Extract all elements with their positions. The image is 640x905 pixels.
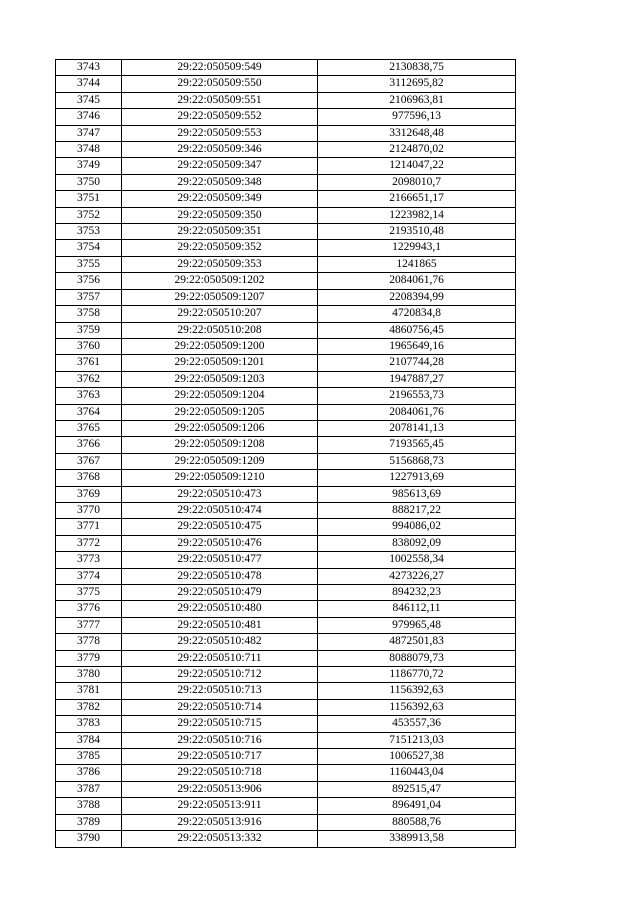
row-number-cell: 3765 (56, 420, 122, 436)
value-cell: 977596,13 (318, 109, 516, 125)
table-row (56, 568, 516, 584)
table-row (56, 535, 516, 551)
cadastral-number-cell: 29:22:050509:552 (122, 109, 318, 125)
row-number-cell: 3776 (56, 601, 122, 617)
value-cell: 1160443,04 (318, 765, 516, 781)
row-number-cell: 3788 (56, 798, 122, 814)
cadastral-number-cell: 29:22:050510:475 (122, 519, 318, 535)
value-cell: 979965,48 (318, 617, 516, 633)
cadastral-number-cell: 29:22:050509:550 (122, 76, 318, 92)
table-row (56, 683, 516, 699)
cadastral-number-cell: 29:22:050509:1202 (122, 273, 318, 289)
cadastral-number-cell: 29:22:050509:1200 (122, 338, 318, 354)
table-row (56, 92, 516, 108)
table-body (56, 60, 516, 848)
value-cell: 3312648,48 (318, 125, 516, 141)
cadastral-number-cell: 29:22:050510:718 (122, 765, 318, 781)
row-number-cell: 3785 (56, 749, 122, 765)
row-number-cell: 3781 (56, 683, 122, 699)
table-row (56, 207, 516, 223)
table-row (56, 781, 516, 797)
cadastral-number-cell: 29:22:050510:713 (122, 683, 318, 699)
table-row (56, 634, 516, 650)
row-number-cell: 3758 (56, 306, 122, 322)
cadastral-number-cell: 29:22:050510:479 (122, 585, 318, 601)
row-number-cell: 3787 (56, 781, 122, 797)
table-row (56, 437, 516, 453)
cadastral-number-cell: 29:22:050509:350 (122, 207, 318, 223)
value-cell: 2166651,17 (318, 191, 516, 207)
row-number-cell: 3761 (56, 355, 122, 371)
table-row (56, 240, 516, 256)
row-number-cell: 3753 (56, 224, 122, 240)
table-row (56, 355, 516, 371)
value-cell: 2078141,13 (318, 420, 516, 436)
cadastral-number-cell: 29:22:050510:474 (122, 502, 318, 518)
cadastral-number-cell: 29:22:050509:353 (122, 256, 318, 272)
row-number-cell: 3754 (56, 240, 122, 256)
table-row (56, 519, 516, 535)
cadastral-number-cell: 29:22:050510:716 (122, 732, 318, 748)
cadastral-number-cell: 29:22:050509:553 (122, 125, 318, 141)
row-number-cell: 3760 (56, 338, 122, 354)
table-row (56, 142, 516, 158)
value-cell: 453557,36 (318, 716, 516, 732)
value-cell: 2130838,75 (318, 60, 516, 76)
table-row (56, 174, 516, 190)
table-row (56, 191, 516, 207)
value-cell: 1006527,38 (318, 749, 516, 765)
table-row (56, 420, 516, 436)
value-cell: 1227913,69 (318, 470, 516, 486)
value-cell: 880588,76 (318, 814, 516, 830)
table-row (56, 585, 516, 601)
cadastral-number-cell: 29:22:050509:551 (122, 92, 318, 108)
value-cell: 896491,04 (318, 798, 516, 814)
value-cell: 4872501,83 (318, 634, 516, 650)
cadastral-number-cell: 29:22:050510:711 (122, 650, 318, 666)
value-cell: 888217,22 (318, 502, 516, 518)
value-cell: 892515,47 (318, 781, 516, 797)
table-row (56, 831, 516, 847)
cadastral-number-cell: 29:22:050509:349 (122, 191, 318, 207)
cadastral-number-cell: 29:22:050510:712 (122, 667, 318, 683)
value-cell: 2084061,76 (318, 404, 516, 420)
row-number-cell: 3774 (56, 568, 122, 584)
table-row (56, 765, 516, 781)
cadastral-number-cell: 29:22:050510:481 (122, 617, 318, 633)
cadastral-number-cell: 29:22:050510:476 (122, 535, 318, 551)
cadastral-number-cell: 29:22:050509:1207 (122, 289, 318, 305)
cadastral-value-table (55, 59, 516, 848)
row-number-cell: 3786 (56, 765, 122, 781)
table-row (56, 289, 516, 305)
row-number-cell: 3750 (56, 174, 122, 190)
cadastral-number-cell: 29:22:050509:1209 (122, 453, 318, 469)
value-cell: 4273226,27 (318, 568, 516, 584)
value-cell: 2106963,81 (318, 92, 516, 108)
cadastral-number-cell: 29:22:050510:477 (122, 552, 318, 568)
table-row (56, 699, 516, 715)
cadastral-number-cell: 29:22:050509:1201 (122, 355, 318, 371)
value-cell: 838092,09 (318, 535, 516, 551)
value-cell: 2196553,73 (318, 388, 516, 404)
value-cell: 3112695,82 (318, 76, 516, 92)
value-cell: 4720834,8 (318, 306, 516, 322)
value-cell: 1947887,27 (318, 371, 516, 387)
value-cell: 1156392,63 (318, 699, 516, 715)
value-cell: 1229943,1 (318, 240, 516, 256)
table-row (56, 716, 516, 732)
row-number-cell: 3752 (56, 207, 122, 223)
value-cell: 1965649,16 (318, 338, 516, 354)
value-cell: 985613,69 (318, 486, 516, 502)
table-row (56, 60, 516, 76)
value-cell: 1186770,72 (318, 667, 516, 683)
cadastral-number-cell: 29:22:050510:482 (122, 634, 318, 650)
cadastral-number-cell: 29:22:050510:480 (122, 601, 318, 617)
table-row (56, 306, 516, 322)
table-row (56, 732, 516, 748)
cadastral-number-cell: 29:22:050509:1210 (122, 470, 318, 486)
row-number-cell: 3779 (56, 650, 122, 666)
row-number-cell: 3789 (56, 814, 122, 830)
row-number-cell: 3762 (56, 371, 122, 387)
cadastral-number-cell: 29:22:050509:352 (122, 240, 318, 256)
row-number-cell: 3749 (56, 158, 122, 174)
cadastral-number-cell: 29:22:050510:717 (122, 749, 318, 765)
value-cell: 8088079,73 (318, 650, 516, 666)
table-row (56, 158, 516, 174)
value-cell: 2084061,76 (318, 273, 516, 289)
value-cell: 846112,11 (318, 601, 516, 617)
row-number-cell: 3763 (56, 388, 122, 404)
cadastral-number-cell: 29:22:050513:332 (122, 831, 318, 847)
table-row (56, 388, 516, 404)
value-cell: 2107744,28 (318, 355, 516, 371)
row-number-cell: 3748 (56, 142, 122, 158)
table-row (56, 798, 516, 814)
cadastral-number-cell: 29:22:050509:347 (122, 158, 318, 174)
cadastral-number-cell: 29:22:050509:348 (122, 174, 318, 190)
row-number-cell: 3790 (56, 831, 122, 847)
row-number-cell: 3783 (56, 716, 122, 732)
value-cell: 7151213,03 (318, 732, 516, 748)
cadastral-number-cell: 29:22:050513:916 (122, 814, 318, 830)
row-number-cell: 3746 (56, 109, 122, 125)
cadastral-number-cell: 29:22:050510:478 (122, 568, 318, 584)
value-cell: 894232,23 (318, 585, 516, 601)
row-number-cell: 3770 (56, 502, 122, 518)
row-number-cell: 3768 (56, 470, 122, 486)
cadastral-number-cell: 29:22:050513:906 (122, 781, 318, 797)
row-number-cell: 3784 (56, 732, 122, 748)
cadastral-number-cell: 29:22:050509:549 (122, 60, 318, 76)
table-row (56, 273, 516, 289)
row-number-cell: 3755 (56, 256, 122, 272)
cadastral-number-cell: 29:22:050509:1205 (122, 404, 318, 420)
cadastral-number-cell: 29:22:050509:1204 (122, 388, 318, 404)
row-number-cell: 3775 (56, 585, 122, 601)
value-cell: 7193565,45 (318, 437, 516, 453)
cadastral-number-cell: 29:22:050513:911 (122, 798, 318, 814)
cadastral-number-cell: 29:22:050510:715 (122, 716, 318, 732)
row-number-cell: 3744 (56, 76, 122, 92)
row-number-cell: 3751 (56, 191, 122, 207)
value-cell: 2124870,02 (318, 142, 516, 158)
table-row (56, 814, 516, 830)
row-number-cell: 3773 (56, 552, 122, 568)
table-row (56, 617, 516, 633)
row-number-cell: 3766 (56, 437, 122, 453)
table-row (56, 322, 516, 338)
row-number-cell: 3782 (56, 699, 122, 715)
table-row (56, 650, 516, 666)
value-cell: 2193510,48 (318, 224, 516, 240)
table-row (56, 601, 516, 617)
row-number-cell: 3777 (56, 617, 122, 633)
table-row (56, 667, 516, 683)
value-cell: 994086,02 (318, 519, 516, 535)
value-cell: 2208394,99 (318, 289, 516, 305)
row-number-cell: 3757 (56, 289, 122, 305)
cadastral-number-cell: 29:22:050510:473 (122, 486, 318, 502)
row-number-cell: 3769 (56, 486, 122, 502)
row-number-cell: 3745 (56, 92, 122, 108)
row-number-cell: 3778 (56, 634, 122, 650)
value-cell: 1002558,34 (318, 552, 516, 568)
cadastral-number-cell: 29:22:050509:351 (122, 224, 318, 240)
row-number-cell: 3772 (56, 535, 122, 551)
value-cell: 3389913,58 (318, 831, 516, 847)
row-number-cell: 3759 (56, 322, 122, 338)
row-number-cell: 3764 (56, 404, 122, 420)
cadastral-number-cell: 29:22:050510:208 (122, 322, 318, 338)
table-row (56, 109, 516, 125)
cadastral-number-cell: 29:22:050509:1208 (122, 437, 318, 453)
value-cell: 1214047,22 (318, 158, 516, 174)
table-row (56, 256, 516, 272)
row-number-cell: 3756 (56, 273, 122, 289)
cadastral-number-cell: 29:22:050509:1203 (122, 371, 318, 387)
value-cell: 4860756,45 (318, 322, 516, 338)
table-row (56, 453, 516, 469)
cadastral-number-cell: 29:22:050510:207 (122, 306, 318, 322)
table-row (56, 486, 516, 502)
table-row (56, 125, 516, 141)
table-row (56, 224, 516, 240)
row-number-cell: 3747 (56, 125, 122, 141)
cadastral-number-cell: 29:22:050509:1206 (122, 420, 318, 436)
value-cell: 2098010,7 (318, 174, 516, 190)
table-row (56, 502, 516, 518)
row-number-cell: 3771 (56, 519, 122, 535)
table-row (56, 749, 516, 765)
table-row (56, 371, 516, 387)
row-number-cell: 3743 (56, 60, 122, 76)
cadastral-number-cell: 29:22:050509:346 (122, 142, 318, 158)
value-cell: 5156868,73 (318, 453, 516, 469)
value-cell: 1156392,63 (318, 683, 516, 699)
cadastral-number-cell: 29:22:050510:714 (122, 699, 318, 715)
value-cell: 1241865 (318, 256, 516, 272)
value-cell: 1223982,14 (318, 207, 516, 223)
table-row (56, 552, 516, 568)
row-number-cell: 3780 (56, 667, 122, 683)
table-row (56, 338, 516, 354)
table-row (56, 404, 516, 420)
table-row (56, 76, 516, 92)
row-number-cell: 3767 (56, 453, 122, 469)
table-row (56, 470, 516, 486)
